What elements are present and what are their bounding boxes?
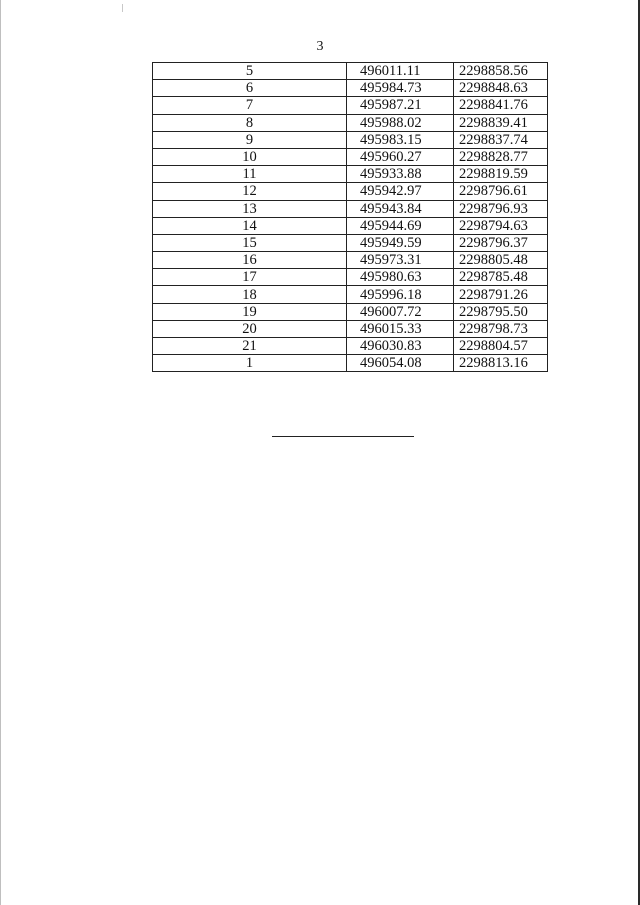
y-coordinate-cell: 2298819.59 [454, 166, 548, 183]
table-row [153, 269, 548, 286]
x-coordinate-cell: 495987.21 [347, 97, 454, 114]
table-row [153, 131, 548, 148]
point-number-cell: 6 [153, 80, 347, 97]
table-row [153, 338, 548, 355]
x-coordinate-cell: 495949.59 [347, 234, 454, 251]
scan-left-edge [0, 0, 1, 905]
table-row [153, 200, 548, 217]
table-row [153, 97, 548, 114]
point-number-cell: 14 [153, 217, 347, 234]
x-coordinate-cell: 495988.02 [347, 114, 454, 131]
point-number-cell: 7 [153, 97, 347, 114]
table-row [153, 217, 548, 234]
table-row [153, 183, 548, 200]
x-coordinate-cell: 495943.84 [347, 200, 454, 217]
x-coordinate-cell: 496007.72 [347, 303, 454, 320]
page-number: 3 [316, 39, 324, 54]
point-number-cell: 8 [153, 114, 347, 131]
coordinates-table [152, 62, 548, 372]
x-coordinate-cell: 495996.18 [347, 286, 454, 303]
point-number-cell: 20 [153, 320, 347, 337]
table-row [153, 148, 548, 165]
x-coordinate-cell: 495983.15 [347, 131, 454, 148]
table-row [153, 355, 548, 372]
x-coordinate-cell: 496015.33 [347, 320, 454, 337]
x-coordinate-cell: 495942.97 [347, 183, 454, 200]
y-coordinate-cell: 2298796.61 [454, 183, 548, 200]
point-number-cell: 11 [153, 166, 347, 183]
y-coordinate-cell: 2298837.74 [454, 131, 548, 148]
coordinates-table-body [153, 63, 548, 372]
y-coordinate-cell: 2298796.93 [454, 200, 548, 217]
y-coordinate-cell: 2298839.41 [454, 114, 548, 131]
table-row [153, 286, 548, 303]
y-coordinate-cell: 2298841.76 [454, 97, 548, 114]
point-number-cell: 15 [153, 234, 347, 251]
point-number-cell: 5 [153, 63, 347, 80]
y-coordinate-cell: 2298813.16 [454, 355, 548, 372]
point-number-cell: 9 [153, 131, 347, 148]
y-coordinate-cell: 2298791.26 [454, 286, 548, 303]
point-number-cell: 21 [153, 338, 347, 355]
x-coordinate-cell: 495984.73 [347, 80, 454, 97]
point-number-cell: 17 [153, 269, 347, 286]
table-row [153, 320, 548, 337]
x-coordinate-cell: 496011.11 [347, 63, 454, 80]
x-coordinate-cell: 495973.31 [347, 252, 454, 269]
y-coordinate-cell: 2298858.56 [454, 63, 548, 80]
y-coordinate-cell: 2298794.63 [454, 217, 548, 234]
y-coordinate-cell: 2298796.37 [454, 234, 548, 251]
scan-speck [122, 4, 123, 12]
table-row [153, 303, 548, 320]
y-coordinate-cell: 2298804.57 [454, 338, 548, 355]
point-number-cell: 12 [153, 183, 347, 200]
y-coordinate-cell: 2298828.77 [454, 148, 548, 165]
x-coordinate-cell: 496030.83 [347, 338, 454, 355]
y-coordinate-cell: 2298798.73 [454, 320, 548, 337]
y-coordinate-cell: 2298795.50 [454, 303, 548, 320]
point-number-cell: 18 [153, 286, 347, 303]
y-coordinate-cell: 2298848.63 [454, 80, 548, 97]
point-number-cell: 16 [153, 252, 347, 269]
x-coordinate-cell: 495933.88 [347, 166, 454, 183]
table-row [153, 252, 548, 269]
point-number-cell: 10 [153, 148, 347, 165]
point-number-cell: 13 [153, 200, 347, 217]
table-row [153, 234, 548, 251]
y-coordinate-cell: 2298785.48 [454, 269, 548, 286]
closing-rule [272, 436, 414, 437]
x-coordinate-cell: 496054.08 [347, 355, 454, 372]
x-coordinate-cell: 495980.63 [347, 269, 454, 286]
x-coordinate-cell: 495960.27 [347, 148, 454, 165]
table-row [153, 114, 548, 131]
x-coordinate-cell: 495944.69 [347, 217, 454, 234]
table-row [153, 80, 548, 97]
y-coordinate-cell: 2298805.48 [454, 252, 548, 269]
point-number-cell: 19 [153, 303, 347, 320]
point-number-cell: 1 [153, 355, 347, 372]
table-row [153, 63, 548, 80]
table-row [153, 166, 548, 183]
